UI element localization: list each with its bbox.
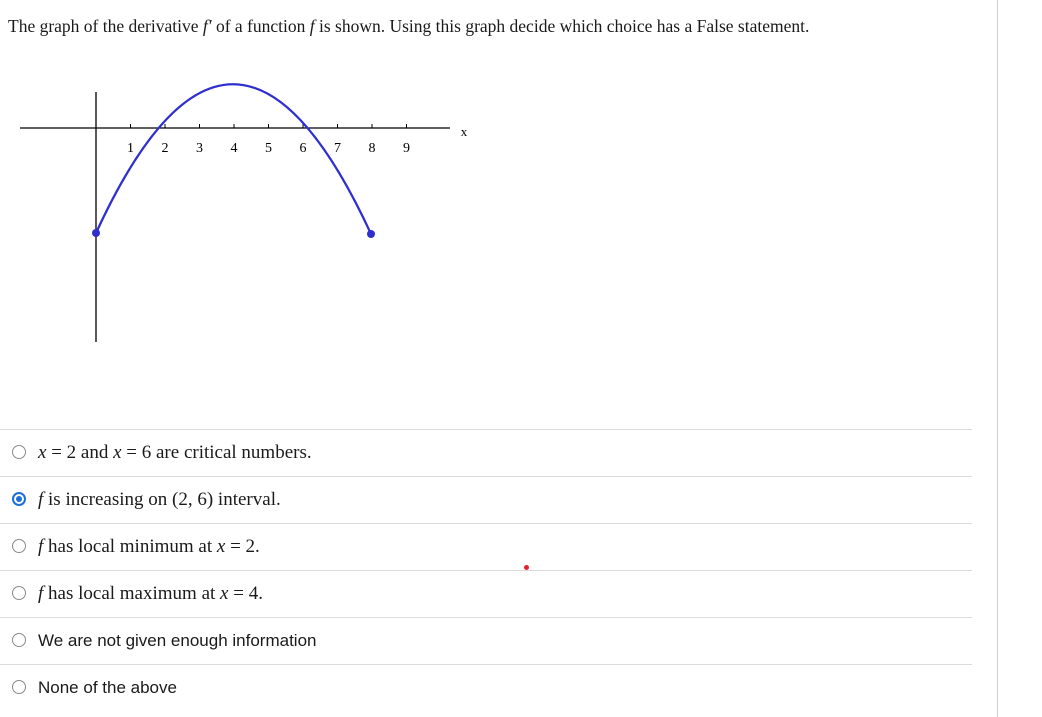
question-f: f — [309, 16, 315, 36]
choice-text-segment: x — [113, 442, 122, 463]
curve-endpoint-right — [367, 230, 375, 238]
question-fprime: f′ — [202, 16, 212, 36]
choice-text-segment: None of the above — [38, 678, 177, 697]
x-tick-label: 6 — [299, 141, 307, 156]
x-tick-label: 7 — [334, 141, 341, 156]
choice-label — [38, 489, 281, 511]
curve-endpoint-left — [92, 229, 100, 237]
derivative-graph — [0, 80, 480, 350]
choice-label — [38, 442, 312, 464]
radio-button[interactable] — [12, 539, 26, 553]
choice-text-segment: f — [38, 583, 44, 604]
choice-option-6[interactable] — [0, 664, 972, 711]
choice-option-2[interactable] — [0, 476, 972, 523]
derivative-curve — [96, 84, 371, 234]
choice-text-segment: x — [220, 583, 229, 604]
choice-option-1[interactable] — [0, 429, 972, 476]
choice-text-segment: = 2 and — [46, 442, 114, 463]
choice-option-4[interactable] — [0, 570, 972, 617]
red-dot-marker — [524, 565, 529, 570]
x-tick-label: 8 — [368, 141, 376, 156]
x-tick-label: 3 — [196, 141, 203, 156]
radio-button[interactable] — [12, 586, 26, 600]
choice-text-segment: We are not given enough information — [38, 631, 317, 650]
question-text — [8, 13, 809, 39]
x-tick-label: 4 — [230, 141, 238, 156]
choice-text-segment: = 2. — [225, 536, 260, 557]
choice-text-segment: x — [216, 536, 226, 557]
choice-label — [38, 631, 316, 651]
question-part-1: The graph of the derivative — [8, 16, 203, 36]
radio-button[interactable] — [12, 492, 26, 506]
answer-choices — [0, 429, 972, 711]
choice-label — [38, 536, 260, 558]
x-tick-label: 5 — [265, 141, 272, 156]
radio-button[interactable] — [12, 633, 26, 647]
choice-text-segment: f — [38, 536, 44, 557]
page-divider — [997, 0, 998, 717]
choice-text-segment: = 6 are critical numbers. — [121, 442, 312, 463]
x-axis-label: x — [460, 124, 468, 139]
choice-label — [38, 678, 177, 698]
choice-text-segment: has local minimum at — [43, 536, 217, 557]
radio-button[interactable] — [12, 445, 26, 459]
choice-text-segment: x — [38, 442, 47, 463]
radio-button[interactable] — [12, 680, 26, 694]
choice-option-3[interactable] — [0, 523, 972, 570]
choice-text-segment: f — [38, 489, 44, 510]
x-tick-label: 9 — [403, 141, 410, 156]
x-tick-label: 2 — [161, 141, 169, 156]
choice-text-segment: = 4. — [228, 583, 263, 604]
choice-text-segment: is increasing on (2, 6) interval. — [43, 489, 281, 510]
choice-text-segment: has local maximum at — [43, 583, 221, 604]
choice-label — [38, 583, 263, 605]
x-tick-label: 1 — [127, 141, 134, 156]
choice-option-5[interactable] — [0, 617, 972, 664]
x-axis-ticks — [127, 124, 410, 156]
question-part-3: is shown. Using this graph decide which choice has a False statement. — [314, 16, 810, 36]
question-part-2: of a function — [211, 16, 310, 36]
